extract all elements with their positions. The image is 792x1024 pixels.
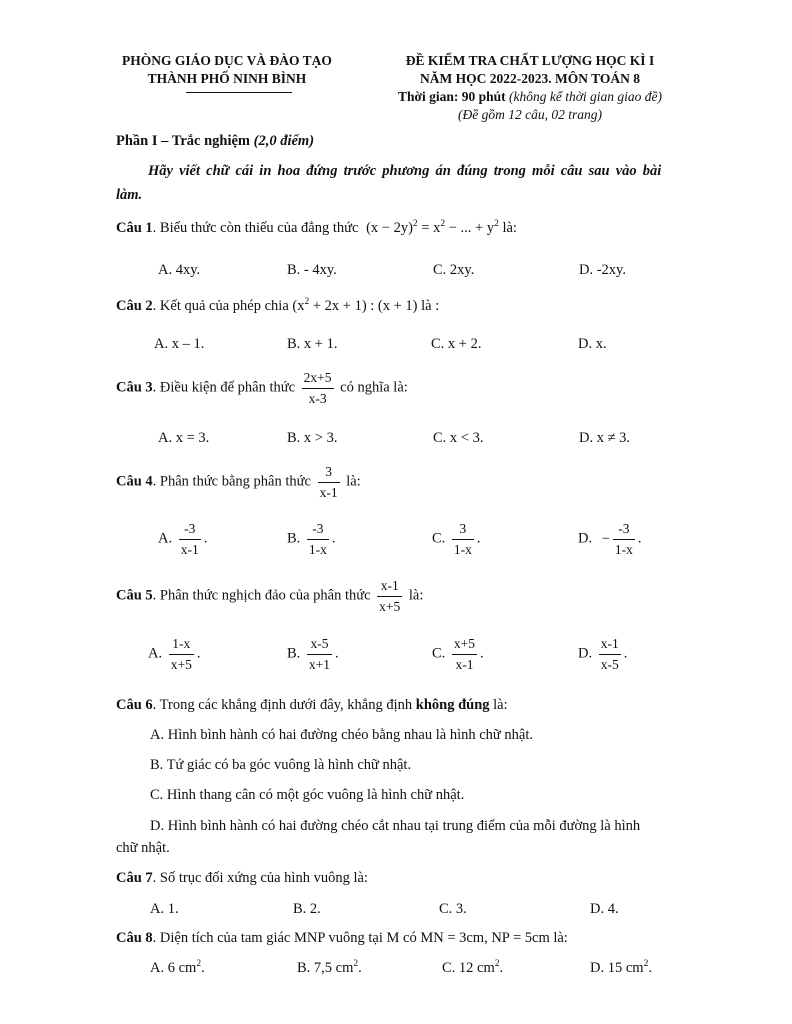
q5-b-letter: B. <box>287 645 301 662</box>
q4-option-a: A. $\frac{-3}{x-1}$ . <box>158 521 208 557</box>
q4-d-letter: D. <box>578 530 593 547</box>
q3-option-b: B. x > 3. <box>287 430 338 446</box>
q6-label: Câu 6 <box>116 697 153 713</box>
q5-d-num: x-1 <box>599 636 621 655</box>
city-name: THÀNH PHỐ NINH BÌNH <box>147 71 307 86</box>
q8-text: . Diện tích của tam giác MNP vuông tại M có MN = 3cm, NP = 5cm là: <box>152 930 568 946</box>
dept-name: PHÒNG GIÁO DỤC VÀ ĐÀO TẠO <box>122 53 332 68</box>
q6-text: . Trong các khẳng định dưới đây, khẳng định <box>152 697 413 713</box>
q6-option-c: C. Hình thang cân có một góc vuông là hình chữ nhật. <box>150 787 465 803</box>
q5-d-letter: D. <box>578 645 593 662</box>
q2-option-d: D. x. <box>578 336 607 352</box>
part1-title: Phần I – Trắc nghiệm <box>116 133 251 149</box>
q5-tail: là: <box>408 587 424 604</box>
q5-fraction <box>377 578 402 614</box>
q4-tail: là: <box>346 473 361 490</box>
q1-text: . Biểu thức còn thiếu của đẳng thức <box>152 220 359 236</box>
part1-heading <box>116 133 314 150</box>
q1-tail: là: <box>502 220 517 236</box>
q5-text: . Phân thức nghịch đảo của phân thức <box>152 587 371 604</box>
q5-label: Câu 5 <box>116 587 153 604</box>
q8-b-text: B. 7,5 cm <box>297 960 354 976</box>
question-6 <box>116 697 508 714</box>
q5-c-letter: C. <box>432 645 446 662</box>
q4-label: Câu 4 <box>116 473 153 490</box>
q3-option-d: D. x ≠ 3. <box>579 430 631 446</box>
q4-den: x-1 <box>319 484 338 500</box>
q5-option-d: D. $\frac{x-1}{x-5}$ . <box>578 636 628 672</box>
q4-option-b: B. $\frac{-3}{1-x}$ . <box>287 521 336 557</box>
q1-label: Câu 1 <box>116 220 153 236</box>
q7-option-c: C. 3. <box>439 901 467 917</box>
exam-year-subject: NĂM HỌC 2022-2023. MÔN TOÁN 8 <box>420 71 640 86</box>
q5-c-num: x+5 <box>452 636 477 655</box>
q5-a-fraction <box>169 636 194 672</box>
q1-equation <box>366 220 499 236</box>
q5-num: x-1 <box>377 578 402 597</box>
q4-c-num: 3 <box>452 521 474 540</box>
q4-a-den: x-1 <box>180 541 199 557</box>
q3-option-c: C. x < 3. <box>433 430 484 446</box>
q1-exp-a: 2 <box>412 219 418 230</box>
q8-option-c: C. 12 $cm^2$. <box>442 959 504 976</box>
q8-option-a: A. 6 $cm^2$. <box>150 959 205 976</box>
q6-option-b: B. Tứ giác có ba góc vuông là hình chữ nhật. <box>150 757 412 773</box>
question-3 <box>116 370 408 406</box>
part1-points: (2,0 điểm) <box>253 133 315 149</box>
q5-a-num: 1-x <box>169 636 194 655</box>
q5-a-letter: A. <box>148 645 163 662</box>
q8-c-exp: 2 <box>494 959 500 970</box>
q8-option-b: B. 7,5 $cm^2$. <box>297 959 362 976</box>
q8-b-exp: 2 <box>353 959 359 970</box>
q4-fraction <box>318 464 340 500</box>
q7-option-d: D. 4. <box>590 901 619 917</box>
q4-c-fraction <box>452 521 474 557</box>
q2-label: Câu 2 <box>116 298 153 314</box>
q8-a-text: A. 6 cm <box>150 960 197 976</box>
q8-d-text: D. 15 cm <box>590 960 644 976</box>
q4-c-letter: C. <box>432 530 446 547</box>
q1-exp-c: 2 <box>494 219 499 230</box>
exam-title: ĐỀ KIỂM TRA CHẤT LƯỢNG HỌC KÌ I <box>405 53 655 68</box>
q2-option-b: B. x + 1. <box>287 336 338 352</box>
q5-c-den: x-1 <box>455 656 474 672</box>
q3-tail: có nghĩa là: <box>340 379 408 396</box>
q1-option-b: B. - 4xy. <box>287 262 337 278</box>
q5-den: x+5 <box>379 598 401 614</box>
q3-option-a: A. x = 3. <box>158 430 210 446</box>
question-1 <box>116 220 517 237</box>
part1-instruction-cont: làm. <box>116 187 143 203</box>
q4-option-d: D. − $\frac{-3}{1-x}$ . <box>578 521 642 557</box>
q4-d-sign: − <box>601 530 610 547</box>
q1-expr-left: (x − 2y) <box>366 220 413 236</box>
q5-option-b: B. $\frac{x-5}{x+1}$ . <box>287 636 339 672</box>
exam-time-italic: (không kể thời gian giao đề) <box>508 89 663 104</box>
q5-b-fraction <box>307 636 332 672</box>
q1-exp-b: 2 <box>440 219 446 230</box>
q6-option-d: D. Hình bình hành có hai đường chéo cắt nhau tại trung điểm của mỗi đường là hình <box>150 818 641 834</box>
q7-label: Câu 7 <box>116 870 153 886</box>
q8-label: Câu 8 <box>116 930 153 946</box>
q4-b-den: 1-x <box>308 541 327 557</box>
exam-time <box>380 89 680 105</box>
q4-c-den: 1-x <box>453 541 472 557</box>
q1-expr-mid: = x <box>417 220 441 236</box>
q5-d-den: x-5 <box>600 656 619 672</box>
q1-expr-mid2: − ... + y <box>445 220 495 236</box>
question-2 <box>116 298 439 315</box>
q7-option-b: B. 2. <box>293 901 321 917</box>
q5-b-den: x+1 <box>308 656 331 672</box>
q4-b-num: -3 <box>307 521 329 540</box>
q3-num: 2x+5 <box>302 370 334 389</box>
exam-pages-note: (Đề gồm 12 câu, 02 trang) <box>458 107 602 122</box>
q5-d-fraction <box>599 636 621 672</box>
q2-option-a: A. x – 1. <box>154 336 205 352</box>
header-underline <box>186 92 292 93</box>
q8-a-exp: 2 <box>196 959 202 970</box>
q8-option-d: D. 15 $cm^2$. <box>590 959 652 976</box>
q5-option-c: C. $\frac{x+5}{x-1}$ . <box>432 636 484 672</box>
q4-d-fraction <box>613 521 635 557</box>
q4-d-num: -3 <box>613 521 635 540</box>
q4-text: . Phân thức bằng phân thức <box>152 473 311 490</box>
q5-c-fraction <box>452 636 477 672</box>
q4-num: 3 <box>318 464 340 483</box>
q4-a-letter: A. <box>158 530 173 547</box>
question-8 <box>116 930 568 947</box>
q5-option-a: A. $\frac{1-x}{x+5}$ . <box>148 636 201 672</box>
q3-text: . Điều kiện để phân thức <box>152 379 296 396</box>
q8-c-text: C. 12 cm <box>442 960 495 976</box>
q2-text-b: + 2x + 1) : (x + 1) là : <box>309 298 440 314</box>
q1-option-c: C. 2xy. <box>433 262 475 278</box>
q6-option-d-cont: chữ nhật. <box>116 840 170 856</box>
q3-den: x-3 <box>308 390 327 406</box>
q8-d-exp: 2 <box>643 959 649 970</box>
q5-a-den: x+5 <box>170 656 192 672</box>
q4-b-letter: B. <box>287 530 301 547</box>
question-7 <box>116 870 368 887</box>
q2-exp: 2 <box>304 297 310 308</box>
q4-d-den: 1-x <box>614 541 633 557</box>
q2-option-c: C. x + 2. <box>431 336 482 352</box>
q4-a-fraction <box>179 521 201 557</box>
q4-b-fraction <box>307 521 329 557</box>
q7-option-a: A. 1. <box>150 901 179 917</box>
q1-option-d: D. -2xy. <box>579 262 626 278</box>
q1-option-a: A. 4xy. <box>158 262 201 278</box>
question-4 <box>116 464 361 500</box>
q4-option-c: C. $\frac{3}{1-x}$ . <box>432 521 481 557</box>
q6-tail: là: <box>493 697 508 713</box>
q7-text: . Số trục đối xứng của hình vuông là: <box>152 870 368 886</box>
q2-text-a: . Kết quả của phép chia (x <box>152 298 305 314</box>
q6-option-a: A. Hình bình hành có hai đường chéo bằng nhau là hình chữ nhật. <box>150 727 533 743</box>
q5-b-num: x-5 <box>307 636 332 655</box>
q3-label: Câu 3 <box>116 379 153 396</box>
q6-bold: không đúng <box>415 697 490 713</box>
question-5 <box>116 578 423 614</box>
q3-fraction <box>302 370 334 406</box>
exam-time-bold: Thời gian: 90 phút <box>397 89 506 104</box>
part1-instruction: Hãy viết chữ cái in hoa đứng trước phương án đúng trong mỗi câu sau vào bài <box>148 163 662 179</box>
q4-a-num: -3 <box>179 521 201 540</box>
